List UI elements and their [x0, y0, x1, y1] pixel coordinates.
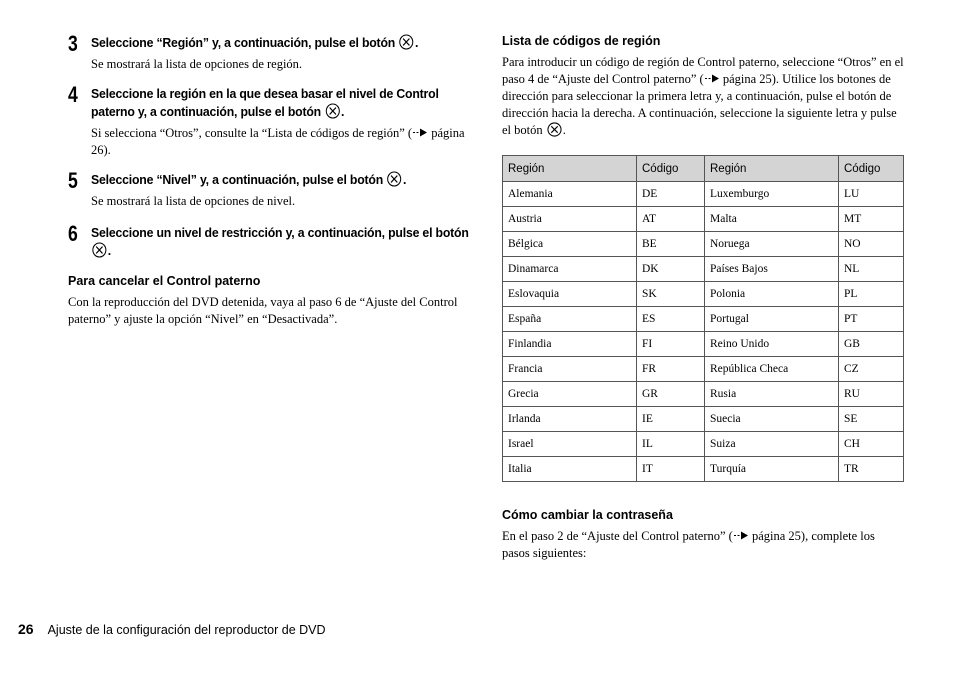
page-reference-arrow-icon — [412, 128, 428, 137]
cell-code: LU — [839, 182, 904, 207]
cell-code: IE — [637, 407, 705, 432]
region-code-table — [502, 155, 904, 482]
cell-code: NO — [839, 232, 904, 257]
table-row — [503, 432, 904, 457]
cell-code: IT — [637, 457, 705, 482]
cell-region: Turquía — [705, 457, 839, 482]
cell-code: IL — [637, 432, 705, 457]
cell-region: Irlanda — [503, 407, 637, 432]
table-row — [503, 232, 904, 257]
cancel-heading: Para cancelar el Control paterno — [68, 274, 261, 288]
cell-region: Luxemburgo — [705, 182, 839, 207]
table-row — [503, 307, 904, 332]
cell-code: RU — [839, 382, 904, 407]
step-title: Seleccione “Región” y, a continuación, pulse el botón . — [91, 35, 419, 50]
table-row — [503, 457, 904, 482]
step-4 — [68, 82, 473, 159]
cell-code: GR — [637, 382, 705, 407]
password-heading: Cómo cambiar la contraseña — [502, 508, 673, 522]
step-number: 4 — [68, 82, 78, 107]
cell-code: BE — [637, 232, 705, 257]
header-code: Código — [637, 156, 705, 182]
step-body: Se mostrará la lista de opciones de región. — [91, 57, 303, 71]
cell-code: TR — [839, 457, 904, 482]
region-list-text: Para introducir un código de región de Control paterno, seleccione “Otros” en el paso 4 de “Ajuste del Control paterno” ( página 25). Utilice los botones de dirección para seleccionar la primera letra y, a continuación, pulse el botón de dirección hacia la derecha. A continuación, seleccione la siguiente letra y pulse el botón . — [502, 55, 904, 137]
cell-region: Israel — [503, 432, 637, 457]
cell-region: Reino Unido — [705, 332, 839, 357]
cell-region: Polonia — [705, 282, 839, 307]
cancel-text: Con la reproducción del DVD detenida, vaya al paso 6 de “Ajuste del Control paterno” y ajuste la opción “Nivel” en “Desactivada”. — [68, 295, 458, 326]
page-reference-arrow-icon — [704, 74, 720, 83]
cell-code: DE — [637, 182, 705, 207]
table-header-row — [503, 156, 904, 182]
step-title: Seleccione un nivel de restricción y, a continuación, pulse el botón . — [91, 225, 469, 258]
table-row — [503, 332, 904, 357]
password-text: En el paso 2 de “Ajuste del Control paterno” ( página 25), complete los pasos siguientes: — [502, 529, 875, 560]
header-code: Código — [839, 156, 904, 182]
cell-region: Dinamarca — [503, 257, 637, 282]
cell-code: AT — [637, 207, 705, 232]
step-title: Seleccione la región en la que desea basar el nivel de Control paterno y, a continuación, pulse el botón . — [91, 86, 439, 119]
step-3 — [68, 31, 473, 73]
cell-code: FR — [637, 357, 705, 382]
step-title: Seleccione “Nivel” y, a continuación, pulse el botón . — [91, 172, 407, 187]
region-list-heading: Lista de códigos de región — [502, 34, 661, 48]
cell-region: Suecia — [705, 407, 839, 432]
cell-code: PT — [839, 307, 904, 332]
table-row — [503, 282, 904, 307]
cell-region: Austria — [503, 207, 637, 232]
x-button-icon — [387, 171, 402, 187]
step-6 — [68, 221, 473, 260]
cell-code: FI — [637, 332, 705, 357]
x-button-icon — [92, 242, 107, 258]
cell-region: Países Bajos — [705, 257, 839, 282]
cell-code: MT — [839, 207, 904, 232]
cell-code: CH — [839, 432, 904, 457]
page-footer — [18, 621, 326, 637]
table-row — [503, 182, 904, 207]
table-body — [503, 182, 904, 482]
footer-section-title: Ajuste de la configuración del reproductor de DVD — [47, 623, 326, 637]
cell-region: Suiza — [705, 432, 839, 457]
table-row — [503, 207, 904, 232]
cell-code: PL — [839, 282, 904, 307]
cell-region: España — [503, 307, 637, 332]
cell-region: Rusia — [705, 382, 839, 407]
x-button-icon — [399, 34, 414, 50]
cell-region: Eslovaquia — [503, 282, 637, 307]
table-row — [503, 407, 904, 432]
cell-code: GB — [839, 332, 904, 357]
page-number: 26 — [18, 621, 34, 637]
right-column — [502, 34, 904, 562]
table-row — [503, 357, 904, 382]
cell-region: Finlandia — [503, 332, 637, 357]
cell-code: ES — [637, 307, 705, 332]
cell-code: SE — [839, 407, 904, 432]
cell-region: Grecia — [503, 382, 637, 407]
cell-region: Italia — [503, 457, 637, 482]
cell-region: Malta — [705, 207, 839, 232]
step-number: 3 — [68, 31, 78, 56]
step-5 — [68, 168, 473, 210]
cell-region: Portugal — [705, 307, 839, 332]
step-body: Si selecciona “Otros”, consulte la “Lista de códigos de región” ( página 26). — [91, 126, 465, 157]
cell-region: Bélgica — [503, 232, 637, 257]
header-region: Región — [503, 156, 637, 182]
cell-code: NL — [839, 257, 904, 282]
cell-region: Francia — [503, 357, 637, 382]
step-body: Se mostrará la lista de opciones de nivel. — [91, 194, 296, 208]
step-number: 5 — [68, 168, 78, 193]
header-region: Región — [705, 156, 839, 182]
cell-region: Alemania — [503, 182, 637, 207]
page-reference-arrow-icon — [733, 531, 749, 540]
table-row — [503, 257, 904, 282]
cell-region: República Checa — [705, 357, 839, 382]
step-number: 6 — [68, 221, 78, 246]
x-button-icon — [547, 122, 562, 137]
left-column — [68, 31, 473, 328]
cell-code: CZ — [839, 357, 904, 382]
x-button-icon — [325, 103, 340, 119]
cell-code: DK — [637, 257, 705, 282]
cell-region: Noruega — [705, 232, 839, 257]
cell-code: SK — [637, 282, 705, 307]
table-row — [503, 382, 904, 407]
